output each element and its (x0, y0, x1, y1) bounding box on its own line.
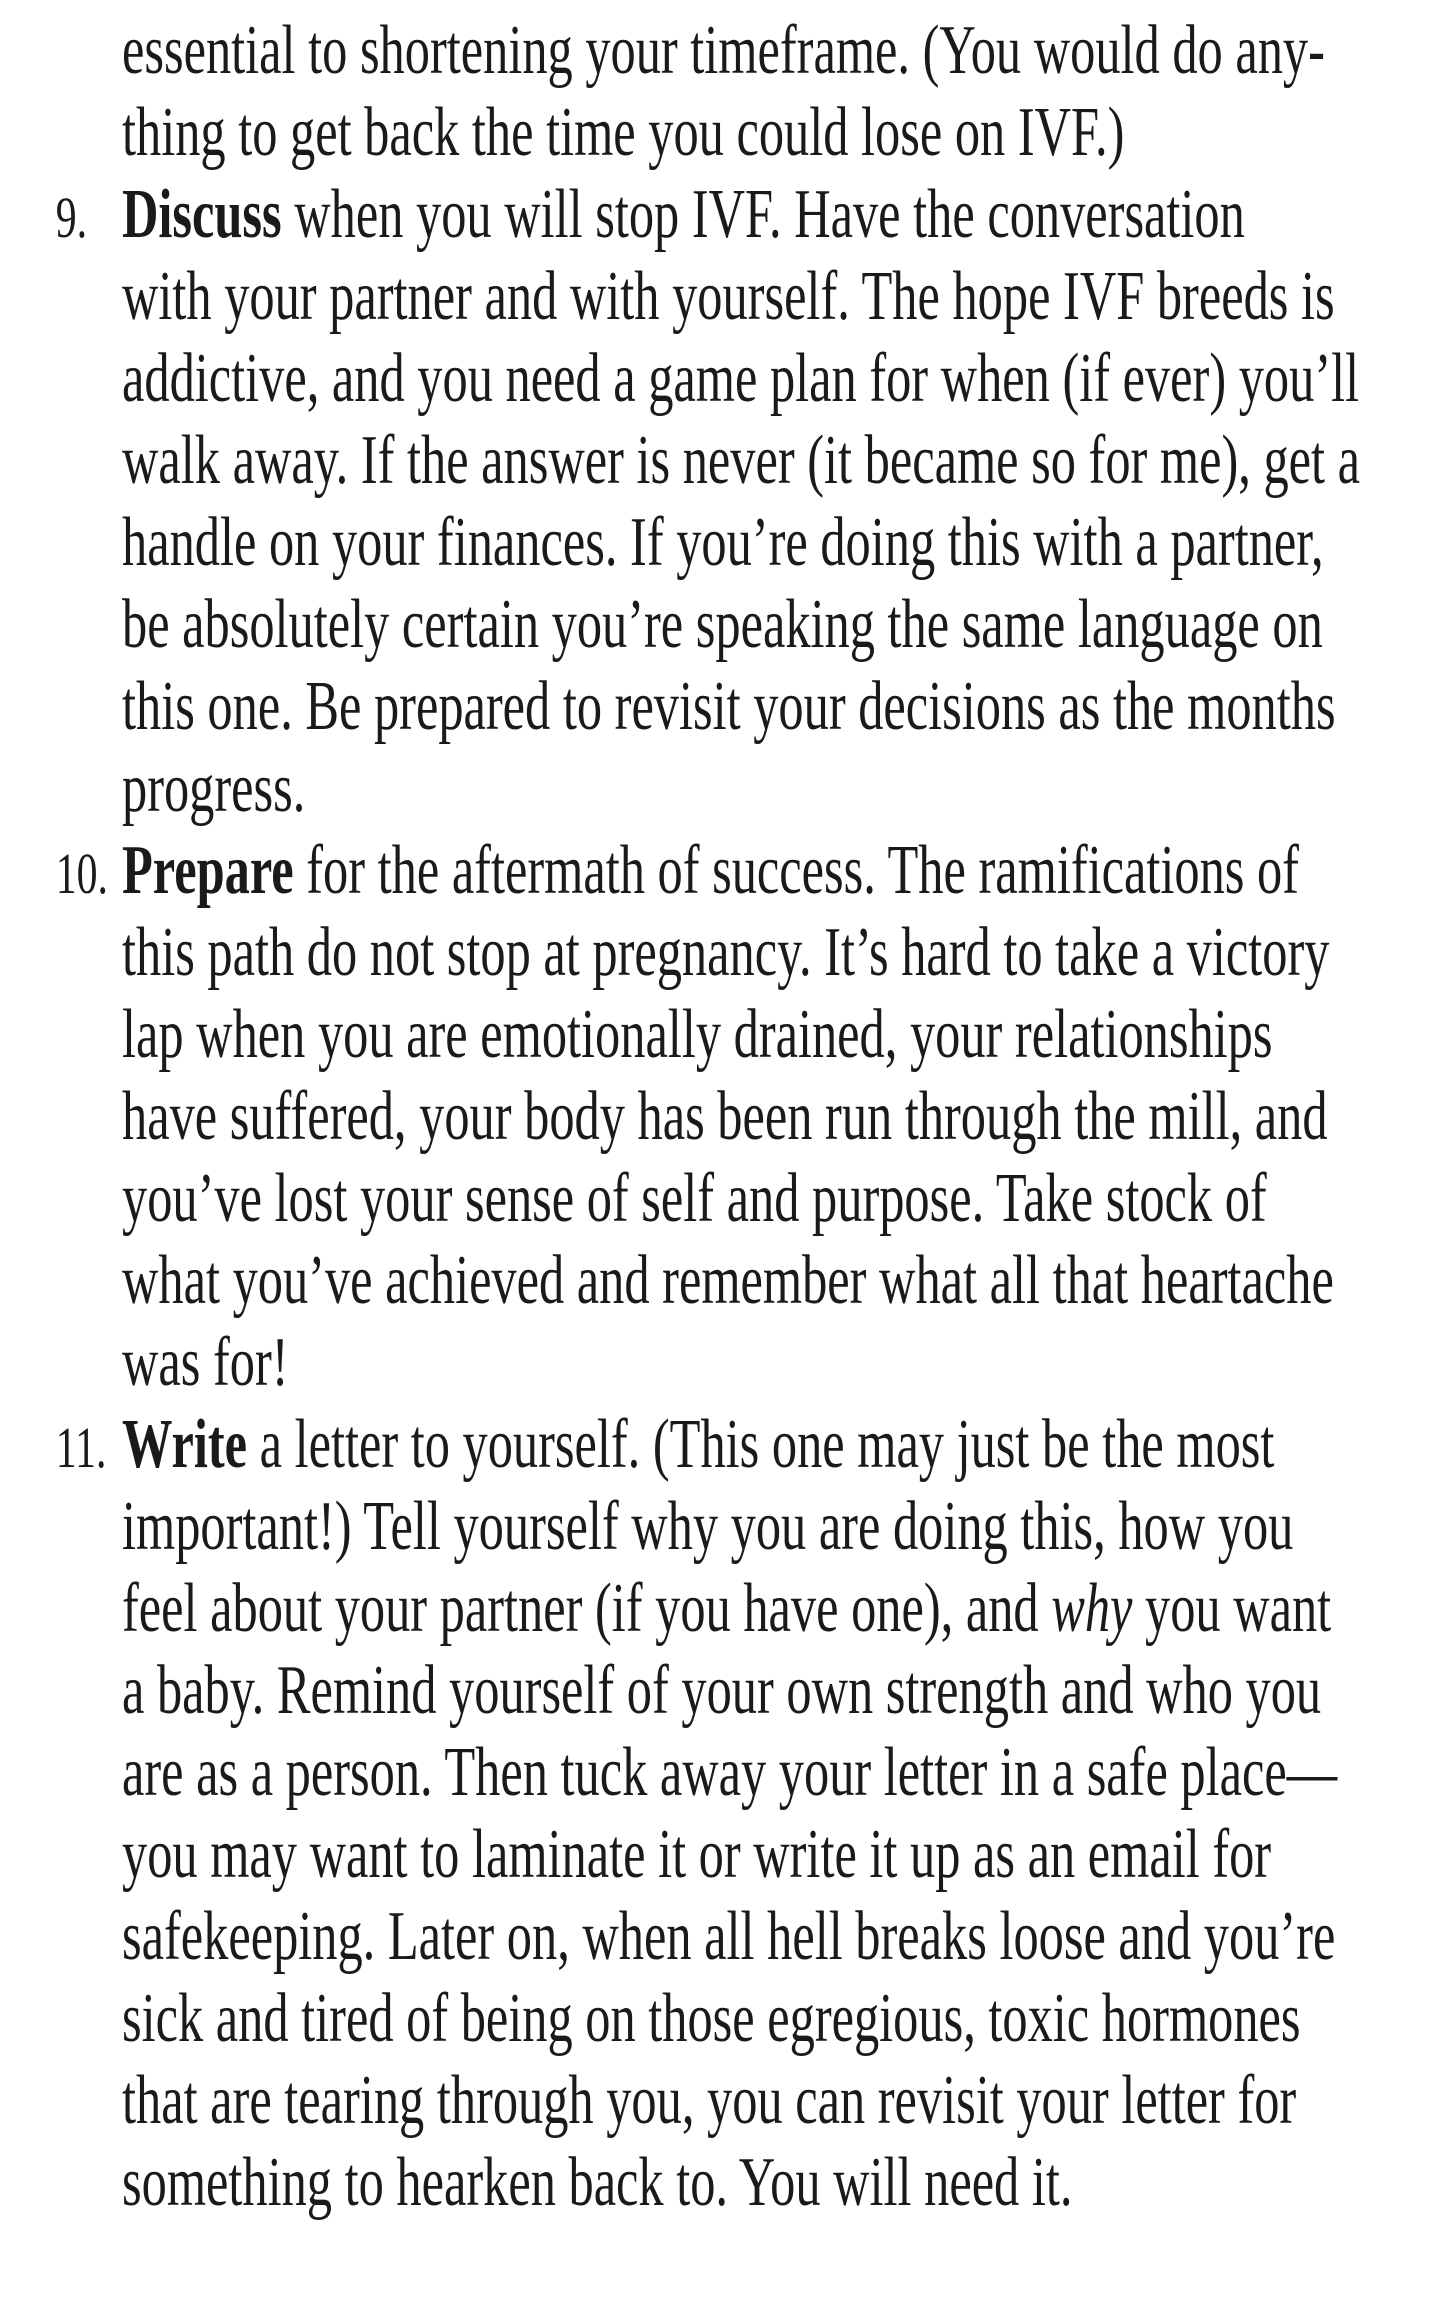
text-line (122, 1978, 1360, 2060)
text-segment: a baby. Remind yourself of your own strength and who you (122, 1652, 1322, 1729)
text-segment: something to hearken back to. You will need it. (122, 2144, 1073, 2221)
text-line (122, 748, 1360, 830)
text-segment: you may want to laminate it or write it up as an email for (122, 1816, 1272, 1893)
text-segment: lap when you are emotionally drained, your relationships (122, 996, 1273, 1073)
list-item-number: 9. (55, 185, 88, 250)
text-segment: be absolutely certain you’re speaking the same language on (122, 586, 1323, 663)
text-line (122, 10, 1360, 92)
text-line (122, 1322, 1360, 1404)
text-line (55, 830, 1360, 912)
text-line (122, 1158, 1360, 1240)
text-segment: progress. (122, 750, 306, 827)
text-line (122, 92, 1360, 174)
text-line (122, 256, 1360, 338)
text-line (122, 584, 1360, 666)
text-line (55, 1404, 1360, 1486)
text-segment: what you’ve achieved and remember what all that heartache (122, 1242, 1334, 1319)
text-segment: walk away. If the answer is never (it became so for me), get a (122, 422, 1361, 499)
text-segment: for the aftermath of success. The ramifications of (293, 832, 1299, 909)
text-segment: important!) Tell yourself why you are doing this, how you (122, 1488, 1294, 1565)
text-line (122, 1486, 1360, 1568)
text-line (122, 420, 1360, 502)
text-segment: addictive, and you need a game plan for when (if ever) you’ll (122, 340, 1360, 417)
text-segment: thing to get back the time you could lose on IVF.) (122, 94, 1125, 171)
text-segment: was for! (122, 1324, 289, 1401)
text-line (122, 2060, 1360, 2142)
text-segment: are as a person. Then tuck away your letter in a safe place— (122, 1734, 1338, 1811)
text-line (122, 912, 1360, 994)
lead-word: Write (122, 1406, 248, 1483)
list-item-number: 11. (55, 1415, 107, 1480)
italic-word: why (1051, 1570, 1133, 1647)
text-segment: sick and tired of being on those egregious, toxic hormones (122, 1980, 1301, 2057)
text-line (122, 1650, 1360, 1732)
text-line (122, 994, 1360, 1076)
text-line (122, 1076, 1360, 1158)
text-segment: handle on your finances. If you’re doing this with a partner, (122, 504, 1324, 581)
text-line (122, 1568, 1360, 1650)
text-segment: feel about your partner (if you have one), and (122, 1570, 1052, 1647)
text-line (122, 1240, 1360, 1322)
text-line (122, 338, 1360, 420)
list-item-number: 10. (55, 841, 108, 906)
lead-word: Prepare (122, 832, 294, 909)
text-line (55, 174, 1360, 256)
text-segment: you’ve lost your sense of self and purpose. Take stock of (122, 1160, 1267, 1237)
text-segment: essential to shortening your timeframe. (You would do any- (122, 12, 1325, 89)
text-segment: have suffered, your body has been run through the mill, and (122, 1078, 1328, 1155)
text-segment: safekeeping. Later on, when all hell breaks loose and you’re (122, 1898, 1336, 1975)
text-line (122, 2142, 1360, 2224)
text-line (122, 666, 1360, 748)
body-text (55, 10, 1361, 2224)
text-segment: with your partner and with yourself. The hope IVF breeds is (122, 258, 1335, 335)
text-segment: you want (1132, 1570, 1332, 1647)
lead-word: Discuss (122, 176, 282, 253)
text-segment: that are tearing through you, you can revisit your letter for (122, 2062, 1297, 2139)
text-line (122, 1896, 1360, 1978)
text-segment: this one. Be prepared to revisit your decisions as the months (122, 668, 1336, 745)
text-line (122, 502, 1360, 584)
text-segment: a letter to yourself. (This one may just be the most (247, 1406, 1275, 1483)
text-segment: when you will stop IVF. Have the conversation (281, 176, 1245, 253)
text-line (122, 1732, 1360, 1814)
text-segment: this path do not stop at pregnancy. It’s hard to take a victory (122, 914, 1330, 991)
text-line (122, 1814, 1360, 1896)
